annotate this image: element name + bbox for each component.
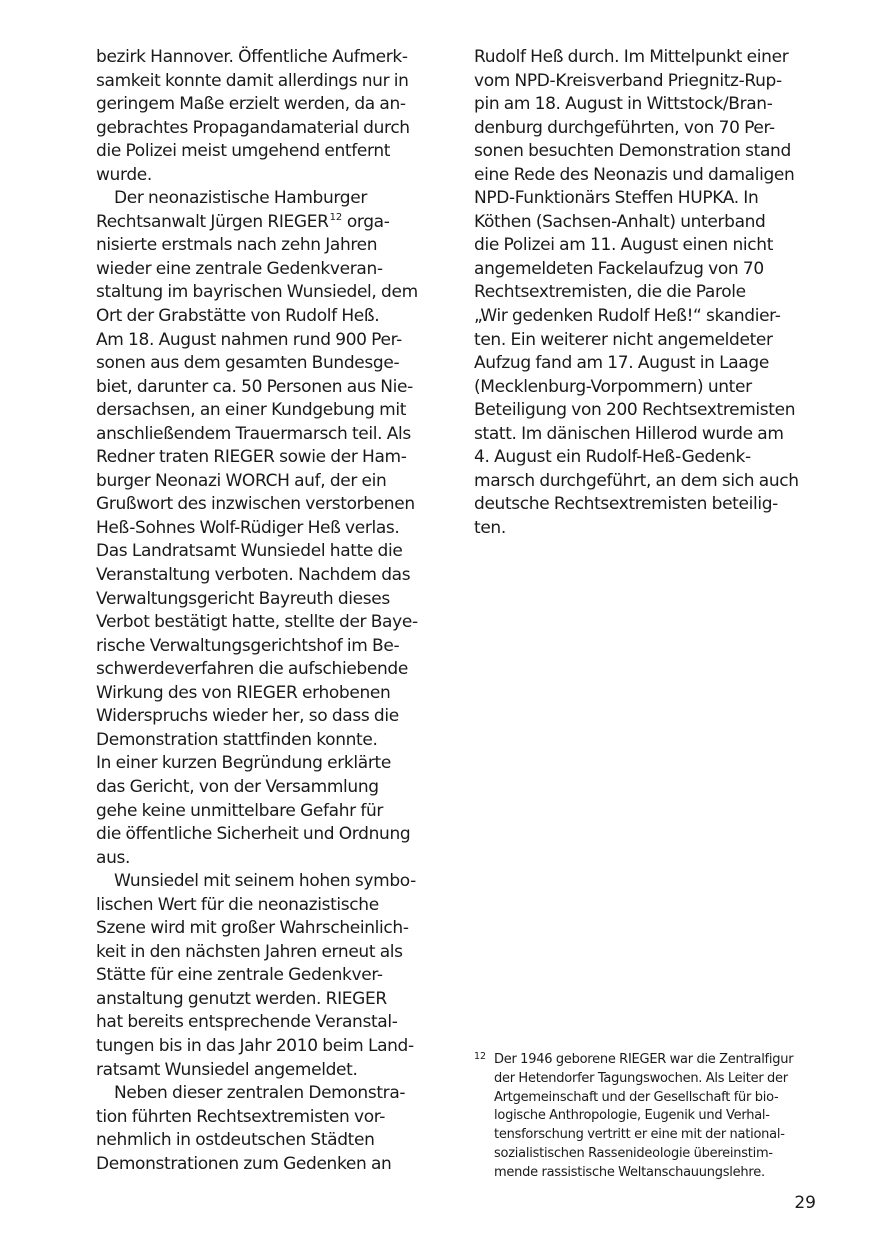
footnote-line: Der 1946 geborene RIEGER war die Zentralfigur bbox=[494, 1052, 794, 1067]
text-line: die öffentliche Sicherheit und Ordnung bbox=[96, 824, 411, 845]
text-line: geringem Maße erzielt werden, da an- bbox=[96, 94, 406, 115]
text-line: nisierte erstmals nach zehn Jahren bbox=[96, 235, 378, 256]
footnote-line: logische Anthropologie, Eugenik und Verhal- bbox=[494, 1108, 770, 1124]
paragraph-start-line: Der neonazistische Hamburger bbox=[114, 188, 367, 209]
text-segment: orga- bbox=[342, 211, 390, 232]
footnote-line: der Hetendorfer Tagungswochen. Als Leiter der bbox=[494, 1070, 788, 1086]
left-text-column bbox=[96, 46, 446, 1176]
text-line: gehe keine unmittelbare Gefahr für bbox=[96, 800, 384, 821]
footnote-line: tensforschung vertritt er eine mit der national- bbox=[494, 1127, 785, 1142]
text-line: biet, darunter ca. 50 Personen aus Nie- bbox=[96, 376, 413, 397]
text-line: ten. bbox=[474, 517, 506, 538]
text-line: burger Neonazi WORCH auf, der ein bbox=[96, 470, 387, 491]
footnote bbox=[474, 1051, 824, 1182]
text-line: schwerdeverfahren die aufschiebende bbox=[96, 659, 408, 680]
text-line: marsch durchgeführt, an dem sich auch bbox=[474, 470, 799, 491]
text-line: rische Verwaltungsgerichtshof im Be- bbox=[96, 635, 400, 656]
text-line: die Polizei meist umgehend entfernt bbox=[96, 141, 391, 162]
text-line: anschließendem Trauermarsch teil. Als bbox=[96, 423, 411, 444]
text-line: 4. August ein Rudolf-Heß-Gedenk- bbox=[474, 447, 751, 468]
text-line: statt. Im dänischen Hillerod wurde am bbox=[474, 423, 784, 444]
text-line: Demonstrationen zum Gedenken an bbox=[96, 1153, 392, 1174]
text-line: sonen aus dem gesamten Bundesge- bbox=[96, 353, 400, 374]
paragraph-start-line: Neben dieser zentralen Demonstra- bbox=[114, 1083, 406, 1104]
text-line: angemeldeten Fackelaufzug von 70 bbox=[474, 258, 764, 279]
text-line: die Polizei am 11. August einen nicht bbox=[474, 235, 774, 256]
text-line: Am 18. August nahmen rund 900 Per- bbox=[96, 329, 402, 350]
text-line: Aufzug fand am 17. August in Laage bbox=[474, 353, 769, 374]
text-line: hat bereits entsprechende Veranstal- bbox=[96, 1012, 398, 1033]
text-line: Das Landratsamt Wunsiedel hatte die bbox=[96, 541, 403, 562]
text-line: Szene wird mit großer Wahrscheinlich- bbox=[96, 918, 409, 939]
text-line: staltung im bayrischen Wunsiedel, dem bbox=[96, 282, 418, 303]
text-line: Beteiligung von 200 Rechtsextremisten bbox=[474, 400, 796, 421]
text-line: Widerspruchs wieder her, so dass die bbox=[96, 706, 399, 727]
text-line: Köthen (Sachsen-Anhalt) unterband bbox=[474, 211, 766, 232]
text-line: nehmlich in ostdeutschen Städten bbox=[96, 1130, 375, 1151]
text-line: ratsamt Wunsiedel angemeldet. bbox=[96, 1059, 358, 1080]
text-line: keit in den nächsten Jahren erneut als bbox=[96, 941, 403, 962]
text-line: das Gericht, von der Versammlung bbox=[96, 776, 379, 797]
page-number: 29 bbox=[794, 1193, 816, 1213]
text-line: aus. bbox=[96, 847, 131, 868]
text-line: wieder eine zentrale Gedenkveran- bbox=[96, 258, 383, 279]
text-line: deutsche Rechtsextremisten beteilig- bbox=[474, 494, 778, 515]
right-text-column bbox=[474, 46, 824, 540]
footnote-reference[interactable]: 12 bbox=[329, 211, 343, 223]
text-line: dersachsen, an einer Kundgebung mit bbox=[96, 400, 407, 421]
text-line: tion führten Rechtsextremisten vor- bbox=[96, 1106, 386, 1127]
text-line: „Wir gedenken Rudolf Heß!“ skandier- bbox=[474, 306, 781, 327]
text-line: ten. Ein weiterer nicht angemeldeter bbox=[474, 329, 773, 350]
text-line: Verbot bestätigt hatte, stellte der Baye- bbox=[96, 612, 418, 633]
footnote-text bbox=[494, 1051, 824, 1182]
paragraph-start-line: Wunsiedel mit seinem hohen symbo- bbox=[114, 871, 416, 892]
text-line: Rudolf Heß durch. Im Mittelpunkt einer bbox=[474, 47, 789, 67]
text-line: denburg durchgeführten, von 70 Per- bbox=[474, 117, 775, 138]
text-line: (Mecklenburg-Vorpommern) unter bbox=[474, 376, 752, 397]
text-line: vom NPD-Kreisverband Priegnitz-Rup- bbox=[474, 70, 782, 91]
text-line: NPD-Funktionärs Steffen HUPKA. In bbox=[474, 188, 759, 209]
footnote-line: sozialistischen Rassenideologie übereinstim- bbox=[494, 1145, 773, 1161]
text-line: Redner traten RIEGER sowie der Ham- bbox=[96, 447, 407, 468]
text-line: tungen bis in das Jahr 2010 beim Land- bbox=[96, 1035, 414, 1056]
text-line: lischen Wert für die neonazistische bbox=[96, 894, 379, 915]
text-line: Ort der Grabstätte von Rudolf Heß. bbox=[96, 306, 380, 327]
text-line: Demonstration stattfinden konnte. bbox=[96, 729, 378, 750]
text-line: Stätte für eine zentrale Gedenkver- bbox=[96, 965, 383, 986]
text-line-with-footnote-ref bbox=[96, 211, 446, 235]
text-line: Rechtsextremisten, die die Parole bbox=[474, 282, 746, 303]
footnote-line: Artgemeinschaft und der Gesellschaft für bio- bbox=[494, 1089, 779, 1105]
text-line: Veranstaltung verboten. Nachdem das bbox=[96, 565, 411, 586]
text-line: samkeit konnte damit allerdings nur in bbox=[96, 70, 409, 91]
text-line: Verwaltungsgericht Bayreuth dieses bbox=[96, 588, 390, 609]
footnote-marker: 12 bbox=[474, 1051, 487, 1062]
text-line: wurde. bbox=[96, 164, 152, 185]
text-line: gebrachtes Propagandamaterial durch bbox=[96, 117, 410, 138]
text-line: sonen besuchten Demonstration stand bbox=[474, 141, 791, 162]
text-line: pin am 18. August in Wittstock/Bran- bbox=[474, 94, 773, 115]
text-line: Wirkung des von RIEGER erhobenen bbox=[96, 682, 391, 703]
text-line: bezirk Hannover. Öffentliche Aufmerk- bbox=[96, 47, 408, 67]
text-segment: Rechtsanwalt Jürgen RIEGER bbox=[96, 211, 329, 232]
text-line: Grußwort des inzwischen verstorbenen bbox=[96, 494, 415, 515]
text-line: anstaltung genutzt werden. RIEGER bbox=[96, 988, 387, 1009]
text-line: Heß-Sohnes Wolf-Rüdiger Heß verlas. bbox=[96, 517, 400, 538]
footnote-line: mende rassistische Weltanschauungslehre. bbox=[494, 1164, 765, 1180]
text-line: eine Rede des Neonazis und damaligen bbox=[474, 164, 795, 185]
text-line: In einer kurzen Begründung erklärte bbox=[96, 753, 391, 774]
